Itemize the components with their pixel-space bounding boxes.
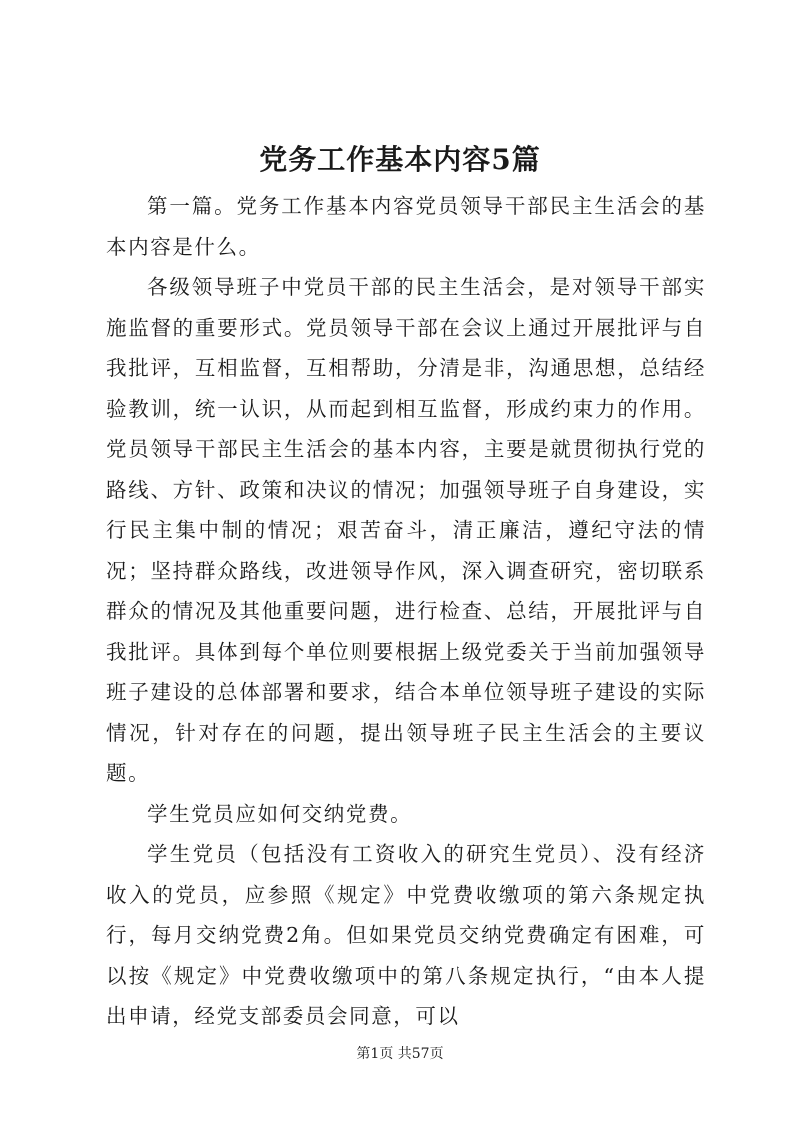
paragraph-1: 第一篇。党务工作基本内容党员领导干部民主生活会的基本内容是什么。 [106, 194, 706, 259]
document-title: 党务工作基本内容5篇 [259, 143, 541, 176]
paragraph-3: 学生党员应如何交纳党费。 [147, 801, 413, 826]
page-footer: 第1页 共57页 [356, 1046, 444, 1062]
document-body [106, 186, 706, 1037]
paragraph-2: 各级领导班子中党员干部的民主生活会，是对领导干部实施监督的重要形式。党员领导干部在会议上通过开展批评与自我批评，互相监督，互相帮助，分清是非，沟通思想，总结经验教训，统一认识，从而起到相互监督，形成约束力的作用。党员领导干部民主生活会的基本内容，主要是就贯彻执行党的路线、方针、政策和决议的情况；加强领导班子自身建设，实行民主集中制的情况；艰苦奋斗，清正廉洁，遵纪守法的情况；坚持群众路线，改进领导作风，深入调查研究，密切联系群众的情况及其他重要问题，进行检查、总结，开展批评与自我批评。具体到每个单位则要根据上级党委关于当前加强领导班子建设的总体部署和要求，结合本单位领导班子建设的实际情况，针对存在的问题，提出领导班子民主生活会的主要议题。 [106, 275, 706, 785]
paragraph-4: 学生党员（包括没有工资收入的研究生党员）、没有经济收入的党员，应参照《规定》中党费收缴项的第六条规定执行，每月交纳党费2角。但如果党员交纳党费确定有困难，可以按《规定》中党费收缴项中的第八条规定执行，“由本人提出申请，经党支部委员会同意，可以 [106, 842, 706, 1028]
